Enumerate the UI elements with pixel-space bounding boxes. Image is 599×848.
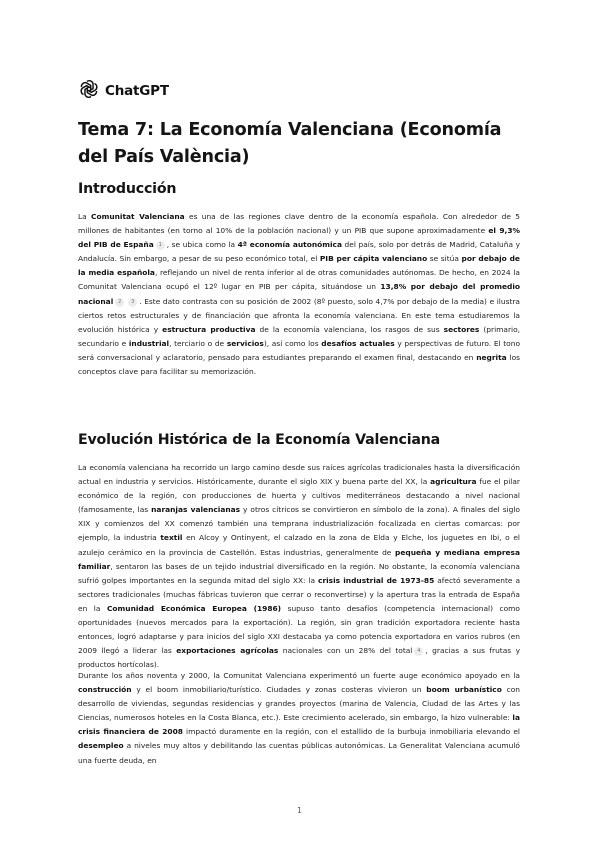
bold-term: boom urbanístico: [426, 685, 502, 695]
text-run: y otros cítricos se convirtieron en símbolo de la zona). A finales del siglo XIX y comienzos del XX comenzó también una temprana industrialización focalizada en ciertas comarcas: por ejemplo, la industria: [78, 505, 520, 543]
text-run: en Alcoy y Ontinyent, el calzado en la zona de Elda y Elche, los juguetes en Ibi, o el azulejo cerámico en la provincia de Castellón. Estas industrias, generalmente de: [78, 533, 520, 557]
citation-badge[interactable]: 4: [414, 647, 423, 656]
brand-logo: [78, 78, 169, 104]
text-run: ), así como los: [263, 338, 322, 348]
intro-paragraph: [78, 210, 520, 379]
text-run: del país, solo por detrás de Madrid, Cataluña y Andalucía. Sin embargo, a pesar de su peso económico total, el: [78, 240, 520, 264]
bold-term: exportaciones agrícolas: [176, 646, 279, 656]
bold-term: por debajo de la media española: [78, 254, 520, 278]
history-paragraph-1: [78, 461, 520, 672]
section-heading-intro: Introducción: [78, 181, 177, 197]
text-run: fue el pilar económico de la región, con producciones de huerta y cultivos mediterráneos destacando a nivel nacional (famosamente, las: [78, 477, 520, 515]
bold-term: la crisis financiera de 2008: [78, 713, 520, 737]
bold-term: desafíos actuales: [321, 338, 395, 348]
citation-badge[interactable]: 3: [128, 298, 137, 307]
text-run: nacionales con un 28% del total: [278, 646, 413, 656]
text-run: se sitúa: [427, 254, 462, 264]
text-run: , se ubica como la: [166, 240, 238, 250]
bold-term: Comunidad Económica Europea (1986): [106, 603, 282, 613]
text-run: La economía valenciana ha recorrido un largo camino desde sus raíces agrícolas tradicionales hasta la diversificación actual en industria y servicios. Históricamente, durante el siglo XIX y buena parte del XX, la: [78, 463, 520, 487]
text-run: supuso tanto desafíos (competencia internacional) como oportunidades (nuevos mercados para la exportación). La región, sin gran tradición exportadora reciente hasta entonces, logró adaptarse y para inicios del siglo XXI destacaba ya como potencia exportadora en varios rubros (en 2009 llegó a liderar las: [78, 603, 520, 656]
bold-term: el 9,3% del PIB de España: [78, 226, 520, 250]
openai-logo-icon: [78, 78, 100, 104]
bold-term: negrita: [476, 352, 507, 362]
brand-name: ChatGPT: [105, 83, 169, 99]
text-run: . Este dato contrasta con su posición de 2002 (8º puesto, solo 4,7% por debajo de la media) e ilustra ciertos retos estructurales y de financiación que afronta la economía valenciana. En este tema estudiaremos la evolución histórica y: [78, 296, 520, 334]
text-run: a niveles muy altos y debilitando las cuentas públicas autonómicas. La Generalitat Valenciana acumuló una fuerte deuda, en: [78, 741, 520, 765]
bold-term: sectores: [443, 324, 480, 334]
citation-badge[interactable]: 2: [115, 298, 124, 307]
bold-term: PIB per cápita valenciano: [319, 254, 428, 264]
bold-term: industrial: [128, 338, 170, 348]
bold-term: Comunitat Valenciana: [91, 212, 185, 221]
text-run: y perspectivas de futuro. El tono será conversacional y aclaratorio, pensado para estudiantes preparando el examen final, destacando en: [78, 338, 520, 362]
text-run: de la economía valenciana, los rasgos de sus: [255, 324, 444, 334]
text-run: y el boom inmobiliario/turístico. Ciudades y zonas costeras vivieron un: [131, 685, 427, 695]
text-run: (primario, secundario e: [78, 324, 520, 348]
bold-term: 4ª economía autonómica: [237, 240, 342, 250]
text-run: los conceptos clave para facilitar su memorización.: [78, 352, 520, 377]
history-paragraph-2: [78, 669, 520, 768]
bold-term: crisis industrial de 1973-85: [318, 575, 435, 585]
page-number: 1: [297, 806, 302, 815]
text-run: impactó duramente en la región, con el estallido de la burbuja inmobiliaria elevando el: [182, 727, 520, 737]
text-run: , sentaron las bases de un tejido industrial diversificado en la región. No obstante, la economía valenciana sufrió golpes importantes en la segunda mitad del siglo XX: la: [78, 561, 520, 585]
citation-badge[interactable]: 1: [156, 241, 165, 250]
text-run: , gracias a sus frutas y productos hortícolas).: [78, 646, 520, 670]
text-run: con desarrollo de viviendas, segundas residencias y grandes proyectos (marina de Valencia, Ciudad de las Artes y las Ciencias, numerosos hoteles en la Costa Blanca, etc.). Este crecimiento acelerado, sin embargo, la hizo vulnerable:: [78, 685, 520, 723]
document-title: Tema 7: La Economía Valenciana (Economía del País València): [78, 120, 502, 167]
bold-term: naranjas valencianas: [151, 505, 241, 515]
text-run: es una de las regiones clave dentro de la economía española. Con alrededor de 5 millones de habitantes (en torno al 10% de la población nacional) y un PIB que supone aproximadamente: [78, 212, 520, 236]
bold-term: 13,8% por debajo del promedio nacional: [78, 282, 520, 306]
text-run: afectó severamente a sectores tradicionales (muchas fábricas tuvieron que cerrar o reconvertirse) y la apertura tras la entrada de España en la: [78, 575, 520, 613]
bold-term: servicios: [226, 338, 264, 348]
bold-term: textil: [160, 533, 183, 543]
bold-term: pequeña y mediana empresa familiar: [78, 547, 520, 571]
text-run: La: [78, 212, 92, 221]
bold-term: agricultura: [430, 477, 477, 487]
bold-term: estructura productiva: [162, 324, 256, 334]
bold-term: desempleo: [78, 741, 124, 751]
bold-term: construcción: [78, 685, 132, 695]
text-run: Durante los años noventa y 2000, la Comunitat Valenciana experimentó un fuerte auge económico apoyado en la: [78, 671, 520, 680]
section-heading-history: Evolución Histórica de la Economía Valenciana: [78, 432, 441, 448]
text-run: , terciario o de: [169, 338, 227, 348]
text-run: , reflejando un nivel de renta inferior al de otras comunidades autónomas. De hecho, en 2024 la Comunitat Valenciana ocupó el 12º lugar en PIB per cápita, situándose un: [78, 268, 520, 292]
